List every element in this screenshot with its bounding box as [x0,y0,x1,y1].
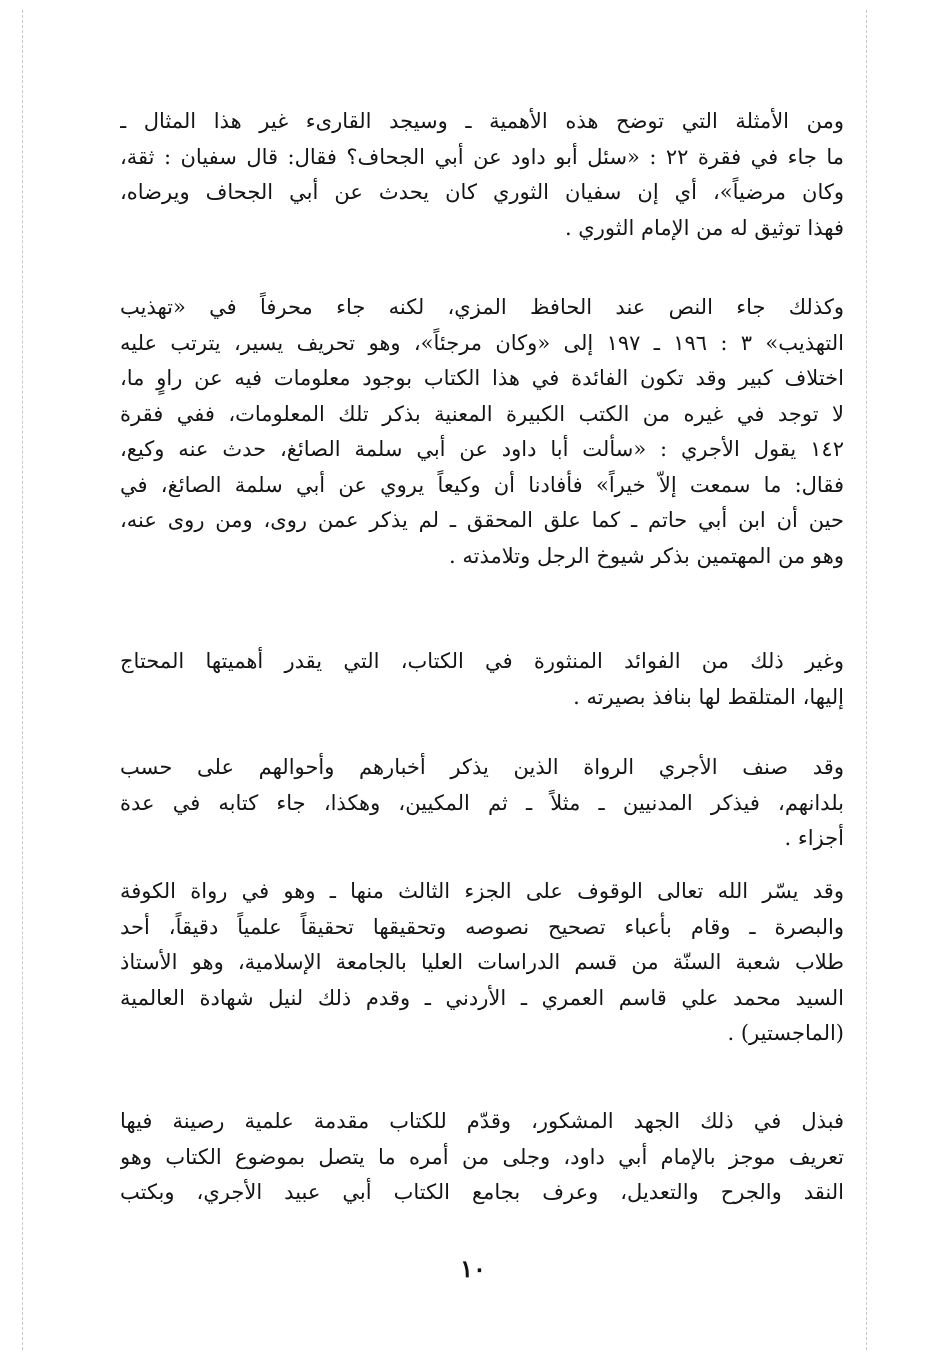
text-line: وكذلك جاء النص عند الحافظ المزي، لكنه جاء محرفاً في «تهذيب [120,295,844,319]
text-line: وكان مرضياً»، أي إن سفيان الثوري كان يحدث عن أبي الجحاف ويرضاه، [120,180,844,204]
page-number: ١٠ [460,1254,486,1283]
text-line: والبصرة ـ وقام بأعباء تصحيح نصوصه وتحقيقها تحقيقاً علمياً دقيقاً، أحد [120,914,844,939]
text-line: لا توجد في غيره من الكتب الكبيرة المعنية بذكر تلك المعلومات، ففي فقرة [120,401,844,426]
text-line: ١٤٢ يقول الأجري : «سألت أبا داود عن أبي سلمة الصائغ، حدث عنه وكيع، [120,437,844,461]
paragraph-2 [120,290,844,574]
text-line: ومن الأمثلة التي توضح هذه الأهمية ـ وسيجد القارىء غير هذا المثال ـ [120,109,844,133]
text-line: النقد والجرح والتعديل، وعرف بجامع الكتاب أبي عبيد الأجري، وبكتب [120,1180,844,1204]
text-line: فقال: ما سمعت إلاّ خيراً» فأفادنا أن وكيعاً يروي عن أبي سلمة الصائغ، في [120,472,844,497]
text-line: وقد صنف الأجري الرواة الذين يذكر أخبارهم وأحوالهم على حسب [120,755,844,779]
text-line: فبذل في ذلك الجهد المشكور، وقدّم للكتاب مقدمة علمية رصينة فيها [120,1109,844,1133]
left-margin-line [22,10,23,1350]
right-margin-line [866,10,867,1350]
text-line: أجزاء . [784,826,844,850]
paragraph-6 [120,1104,844,1211]
text-line: بلدانهم، فيذكر المدنيين ـ مثلاً ـ ثم المكيين، وهكذا، جاء كتابه في عدة [120,790,844,815]
text-line: تعريف موجز بالإمام أبي داود، وجلى من أمره ما يتصل بموضوع الكتاب وهو [120,1144,844,1169]
text-line: إليها، المتلقط لها بنافذ بصيرته . [573,684,844,709]
text-line: التهذيب» ٣ : ١٩٦ ـ ١٩٧ إلى «وكان مرجئاً»، وهو تحريف يسير، يترتب عليه [120,330,844,355]
paragraph-1 [120,104,844,246]
text-line: اختلاف كبير وقد تكون الفائدة في هذا الكتاب بوجود معلومات فيه عن راوٍ ما، [120,366,844,390]
text-line: طلاب شعبة السنّة من قسم الدراسات العليا بالجامعة الإسلامية، وهو الأستاذ [120,950,844,974]
paragraph-3 [120,644,844,715]
text-line: ما جاء في فقرة ٢٢ : «سئل أبو داود عن أبي الجحاف؟ فقال: قال سفيان : ثقة، [120,144,844,169]
paragraph-5 [120,874,844,1052]
text-line: وغير ذلك من الفوائد المنثورة في الكتاب، التي يقدر أهميتها المحتاج [120,649,844,673]
text-line: وقد يسّر الله تعالى الوقوف على الجزء الثالث منها ـ وهو في رواة الكوفة [120,879,844,903]
text-line: (الماجستير) . [727,1021,844,1045]
text-line: وهو من المهتمين بذكر شيوخ الرجل وتلامذته . [449,543,844,568]
paragraph-4 [120,750,844,857]
text-line: السيد محمد علي قاسم العمري ـ الأردني ـ وقدم ذلك لنيل شهادة العالمية [120,985,844,1010]
text-line: حين أن ابن أبي حاتم ـ كما علق المحقق ـ لم يذكر عمن روى، ومن روى عنه، [120,508,844,532]
text-line: فهذا توثيق له من الإمام الثوري . [564,215,844,240]
